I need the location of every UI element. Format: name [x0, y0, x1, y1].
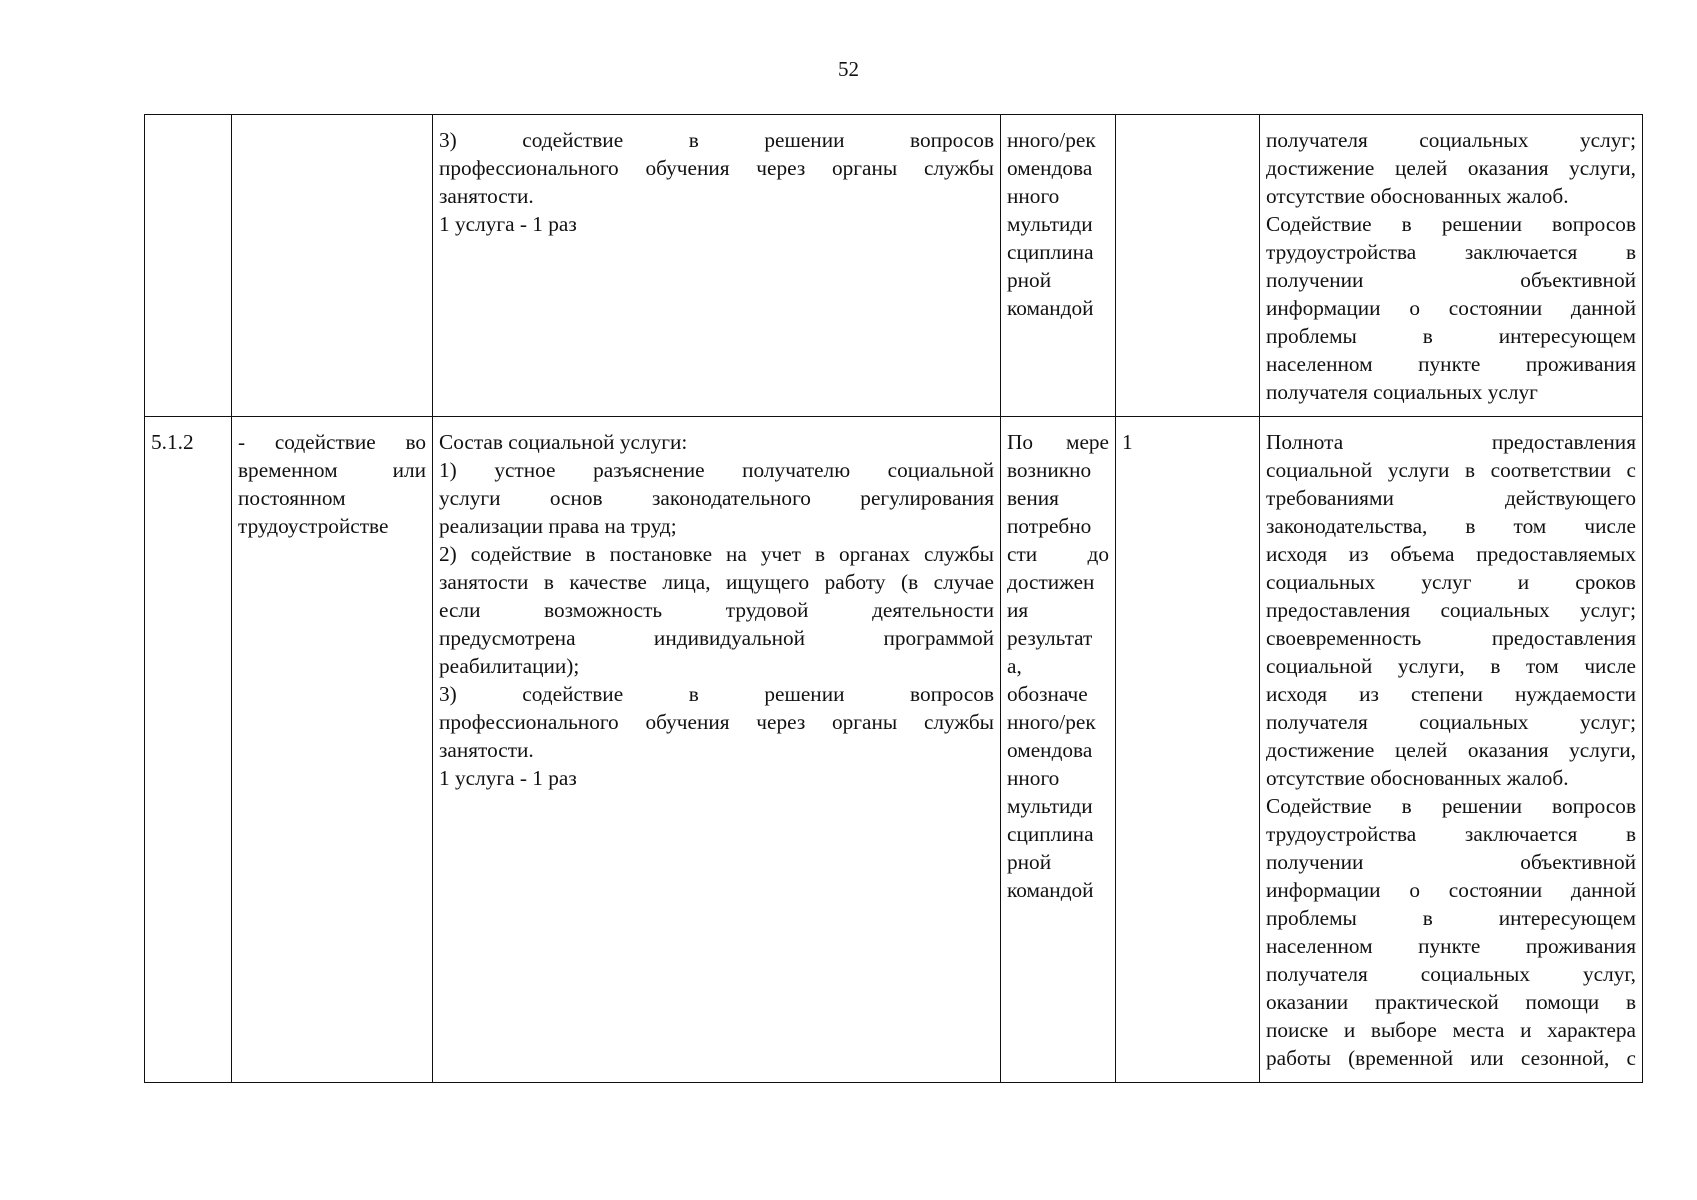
cell-text-line: рной [1007, 268, 1052, 292]
cell-text-line: - содействие во [238, 430, 426, 454]
cell-text-line: 3) содействие в решении вопросов [439, 128, 994, 152]
cell-text-line: требованиями действующего [1266, 486, 1636, 510]
services-table [144, 114, 1643, 1083]
cell-text-line: 1) устное разъяснение получателю социальной [439, 458, 994, 482]
cell-text-line: профессионального обучения через органы службы [439, 156, 994, 180]
cell-service-quality [1260, 115, 1643, 417]
cell-text-line: достижен [1007, 570, 1095, 594]
cell-text-line: обозначе [1007, 682, 1088, 706]
cell-text-line: получении объективной [1266, 850, 1636, 874]
cell-text-line: Содействие в решении вопросов [1266, 212, 1636, 236]
cell-text-line: социальной услуги, в том числе [1266, 654, 1636, 678]
cell-text-line: командой [1007, 296, 1094, 320]
cell-service-units [1116, 115, 1260, 417]
cell-text-line: социальной услуги в соответствии с [1266, 458, 1636, 482]
cell-text-line: ия [1007, 598, 1029, 622]
cell-text-line: командой [1007, 878, 1094, 902]
cell-text-line: занятости в качестве лица, ищущего работу (в случае [439, 570, 994, 594]
cell-text-line: потребно [1007, 514, 1092, 538]
cell-text-line: поиске и выборе места и характера [1266, 1018, 1636, 1042]
cell-text-line: вения [1007, 486, 1059, 510]
cell-service-name [232, 115, 433, 417]
cell-text-line: достижение целей оказания услуги, [1266, 738, 1636, 762]
cell-text-line: если возможность трудовой деятельности [439, 598, 994, 622]
cell-text-line: проблемы в интересующем [1266, 324, 1636, 348]
cell-text-line: мультиди [1007, 212, 1093, 236]
cell-text-line: проблемы в интересующем [1266, 906, 1636, 930]
cell-text-line: получателя социальных услуг; [1266, 128, 1636, 152]
cell-service-units: 1 [1116, 417, 1260, 1083]
cell-text-line: рной [1007, 850, 1052, 874]
cell-text-line: своевременность предоставления [1266, 626, 1636, 650]
cell-text-line: сциплина [1007, 240, 1094, 264]
cell-text-line: работы (временной или сезонной, с [1266, 1046, 1636, 1070]
cell-text-line: реабилитации); [439, 654, 580, 678]
cell-text-line: Состав социальной услуги: [439, 430, 688, 454]
cell-text-line: Полнота предоставления [1266, 430, 1636, 454]
cell-text-line: профессионального обучения через органы службы [439, 710, 994, 734]
cell-text-line: оказании практической помощи в [1266, 990, 1636, 1014]
cell-text-line: По мере [1007, 430, 1109, 454]
cell-text-line: получении объективной [1266, 268, 1636, 292]
cell-text-line: отсутствие обоснованных жалоб. [1266, 766, 1569, 790]
cell-number [145, 115, 232, 417]
cell-text-line: 1 услуга - 1 раз [439, 766, 577, 790]
cell-text-line: достижение целей оказания услуги, [1266, 156, 1636, 180]
cell-service-content [433, 417, 1001, 1083]
cell-text-line: 1 услуга - 1 раз [439, 212, 577, 236]
cell-text-line: социальных услуг и сроков [1266, 570, 1636, 594]
cell-text-line: сциплина [1007, 822, 1094, 846]
cell-text-line: информации о состоянии данной [1266, 296, 1636, 320]
cell-text-line: трудоустройства заключается в [1266, 822, 1636, 846]
cell-text-line: возникно [1007, 458, 1092, 482]
table-row-continuation [145, 115, 1643, 417]
cell-text-line: сти до [1007, 542, 1109, 566]
cell-text-line: нного/рек [1007, 128, 1096, 152]
cell-service-content [433, 115, 1001, 417]
cell-text-line: предоставления социальных услуг; [1266, 598, 1636, 622]
cell-text-line: законодательства, в том числе [1266, 514, 1636, 538]
cell-text-line: 2) содействие в постановке на учет в органах службы [439, 542, 994, 566]
cell-text-line: исходя из объема предоставляемых [1266, 542, 1636, 566]
cell-text-line: занятости. [439, 738, 534, 762]
cell-service-period [1001, 115, 1116, 417]
cell-service-quality [1260, 417, 1643, 1083]
cell-text-line: получателя социальных услуг [1266, 380, 1538, 404]
cell-text-line: исходя из степени нуждаемости [1266, 682, 1636, 706]
cell-text-line: Содействие в решении вопросов [1266, 794, 1636, 818]
cell-service-name [232, 417, 433, 1083]
cell-text-line: нного/рек [1007, 710, 1096, 734]
cell-text-line: получателя социальных услуг; [1266, 710, 1636, 734]
cell-text-line: омендова [1007, 156, 1093, 180]
cell-text-line: трудоустройства заключается в [1266, 240, 1636, 264]
cell-text-line: трудоустройстве [238, 514, 389, 538]
cell-text-line: а, [1007, 654, 1022, 678]
cell-text-line: результат [1007, 626, 1093, 650]
cell-text-line: информации о состоянии данной [1266, 878, 1636, 902]
cell-text-line: омендова [1007, 738, 1093, 762]
cell-text-line: нного [1007, 766, 1060, 790]
page-number: 52 [838, 57, 859, 81]
cell-text-line: нного [1007, 184, 1060, 208]
cell-text-line: населенном пункте проживания [1266, 934, 1636, 958]
cell-text-line: услуги основ законодательного регулирования [439, 486, 994, 510]
cell-text-line: 3) содействие в решении вопросов [439, 682, 994, 706]
cell-text-line: предусмотрена индивидуальной программой [439, 626, 994, 650]
cell-text-line: получателя социальных услуг, [1266, 962, 1636, 986]
cell-text-line: временном или [238, 458, 426, 482]
cell-text-line: отсутствие обоснованных жалоб. [1266, 184, 1569, 208]
cell-number: 5.1.2 [145, 417, 232, 1083]
table-row-5-1-2 [145, 417, 1643, 1083]
cell-text-line: мультиди [1007, 794, 1093, 818]
cell-text-line: населенном пункте проживания [1266, 352, 1636, 376]
cell-text-line: реализации права на труд; [439, 514, 677, 538]
cell-service-period [1001, 417, 1116, 1083]
cell-text-line: занятости. [439, 184, 534, 208]
cell-text-line: постоянном [238, 486, 346, 510]
